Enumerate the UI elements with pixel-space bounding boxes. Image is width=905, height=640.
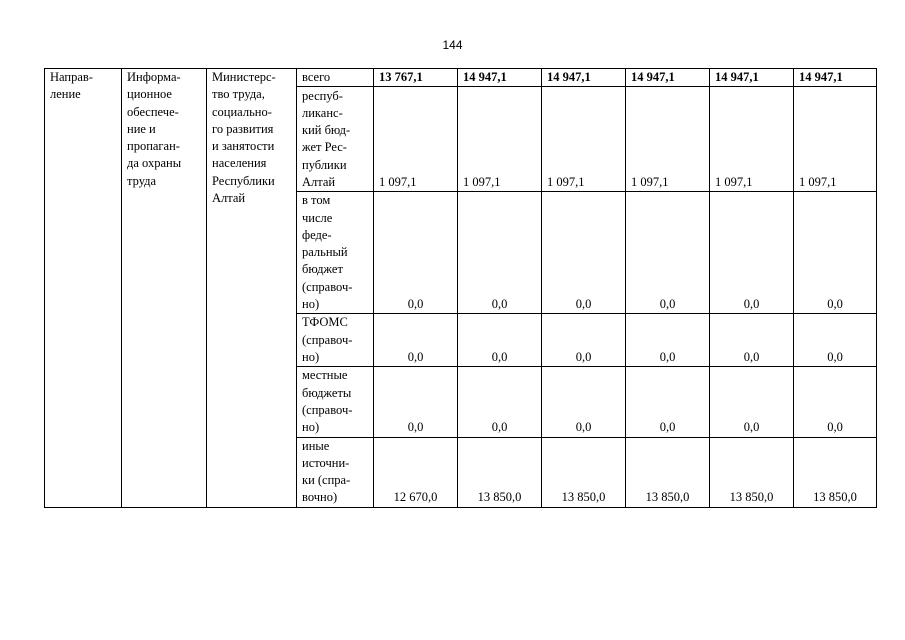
value-cell: 0,0	[710, 314, 794, 367]
value-cell: 14 947,1	[710, 69, 794, 87]
source-cell: ТФОМС (справоч- но)	[297, 314, 374, 367]
value-cell: 0,0	[542, 367, 626, 437]
value-cell: 0,0	[374, 192, 458, 314]
page-number: 144	[442, 38, 463, 52]
value-cell: 0,0	[710, 367, 794, 437]
value-cell: 0,0	[458, 192, 542, 314]
value-cell: 0,0	[710, 192, 794, 314]
value-cell: 1 097,1	[458, 87, 542, 192]
value-cell: 1 097,1	[374, 87, 458, 192]
value-cell: 13 850,0	[542, 437, 626, 507]
value-cell: 0,0	[542, 314, 626, 367]
source-cell: местные бюджеты (справоч- но)	[297, 367, 374, 437]
value-cell: 0,0	[626, 314, 710, 367]
value-cell: 0,0	[626, 192, 710, 314]
executor-cell: Министерс- тво труда, социально- го развития и занятости населения Республики Алтай	[207, 69, 297, 508]
value-cell: 14 947,1	[458, 69, 542, 87]
value-cell: 0,0	[794, 367, 877, 437]
value-cell: 13 850,0	[458, 437, 542, 507]
table-row-total	[45, 69, 877, 87]
value-cell: 0,0	[626, 367, 710, 437]
source-cell: всего	[297, 69, 374, 87]
value-cell: 1 097,1	[542, 87, 626, 192]
value-cell: 1 097,1	[710, 87, 794, 192]
value-cell: 13 767,1	[374, 69, 458, 87]
value-cell: 0,0	[374, 367, 458, 437]
value-cell: 14 947,1	[626, 69, 710, 87]
activity-cell: Информа- ционное обеспече- ние и пропаган- да охраны труда	[122, 69, 207, 508]
value-cell: 13 850,0	[710, 437, 794, 507]
value-cell: 1 097,1	[626, 87, 710, 192]
value-cell: 0,0	[542, 192, 626, 314]
value-cell: 13 850,0	[626, 437, 710, 507]
value-cell: 14 947,1	[542, 69, 626, 87]
value-cell: 0,0	[458, 314, 542, 367]
value-cell: 12 670,0	[374, 437, 458, 507]
value-cell: 0,0	[458, 367, 542, 437]
source-cell: респуб- ликанс- кий бюд- жет Рес- публики Алтай	[297, 87, 374, 192]
value-cell: 0,0	[374, 314, 458, 367]
direction-cell: Направ- ление	[45, 69, 122, 508]
value-cell: 1 097,1	[794, 87, 877, 192]
source-cell: в том числе феде- ральный бюджет (справоч- но)	[297, 192, 374, 314]
value-cell: 14 947,1	[794, 69, 877, 87]
budget-table	[44, 68, 877, 508]
value-cell: 0,0	[794, 192, 877, 314]
source-cell: иные источни- ки (спра- вочно)	[297, 437, 374, 507]
value-cell: 0,0	[794, 314, 877, 367]
value-cell: 13 850,0	[794, 437, 877, 507]
